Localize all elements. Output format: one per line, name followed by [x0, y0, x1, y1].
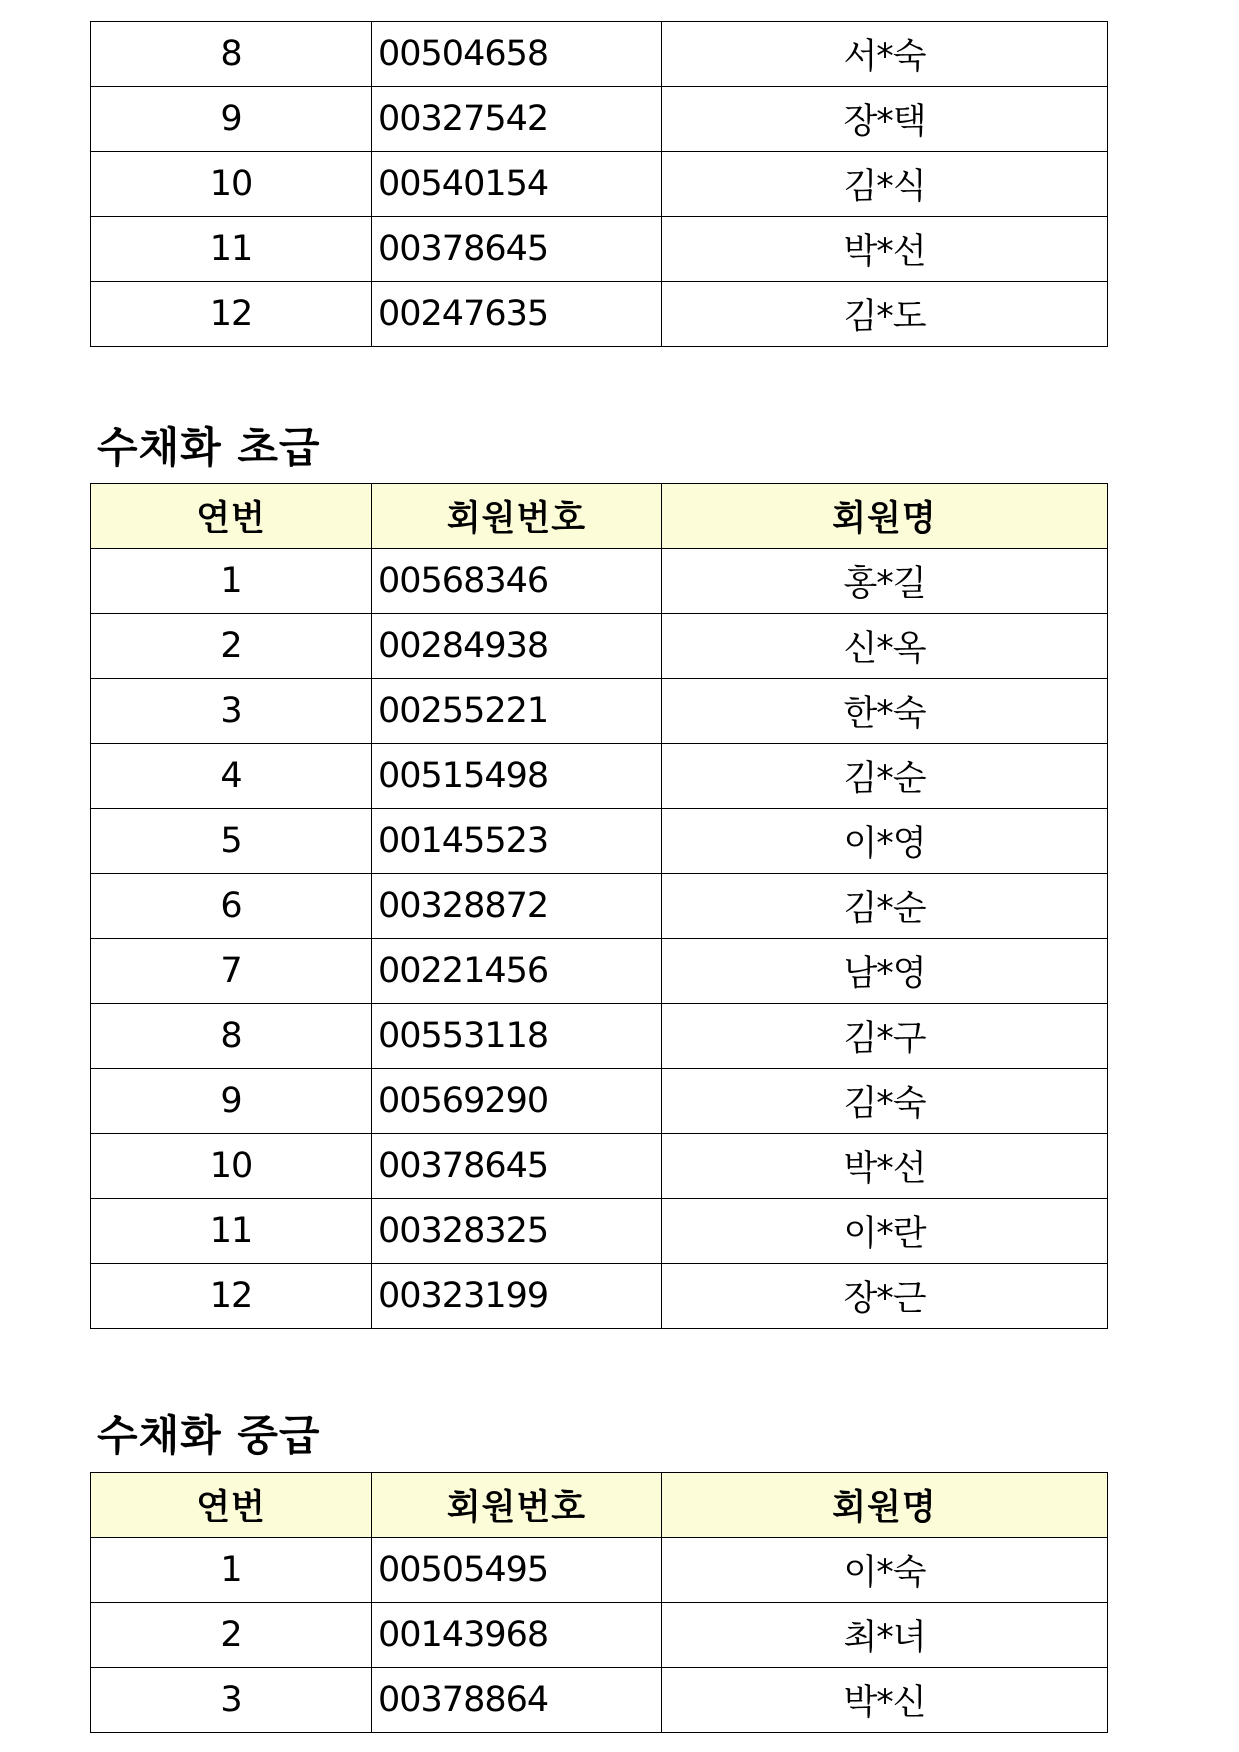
member-id: 00143968 — [372, 1603, 662, 1668]
table-row — [91, 87, 1108, 152]
table-row — [91, 744, 1108, 809]
member-name: 박*선 — [662, 217, 1108, 282]
member-id: 00553118 — [372, 1004, 662, 1069]
header-member-name: 회원명 — [662, 1473, 1108, 1538]
table-header — [91, 1473, 1108, 1538]
row-number: 3 — [91, 679, 372, 744]
member-name: 장*근 — [662, 1264, 1108, 1329]
table-row — [91, 152, 1108, 217]
table-row — [91, 22, 1108, 87]
table-row — [91, 809, 1108, 874]
row-number: 12 — [91, 282, 372, 347]
row-number: 5 — [91, 809, 372, 874]
member-id: 00145523 — [372, 809, 662, 874]
member-name: 이*숙 — [662, 1538, 1108, 1603]
table-body — [91, 1538, 1108, 1733]
header-no: 연번 — [91, 484, 372, 549]
row-number: 9 — [91, 1069, 372, 1134]
header-member-id: 회원번호 — [372, 484, 662, 549]
table-header — [91, 484, 1108, 549]
header-member-id: 회원번호 — [372, 1473, 662, 1538]
table-row — [91, 282, 1108, 347]
member-id: 00328872 — [372, 874, 662, 939]
member-name: 김*순 — [662, 874, 1108, 939]
member-name: 김*순 — [662, 744, 1108, 809]
table-row — [91, 1668, 1108, 1733]
member-name: 이*란 — [662, 1199, 1108, 1264]
table-row — [91, 1264, 1108, 1329]
member-name: 최*녀 — [662, 1603, 1108, 1668]
section-title-intermediate: 수채화 중급 — [97, 1411, 321, 1460]
member-id: 00255221 — [372, 679, 662, 744]
intermediate-member-table — [90, 1472, 1108, 1733]
row-number: 3 — [91, 1668, 372, 1733]
row-number: 8 — [91, 22, 372, 87]
previous-member-table — [90, 21, 1108, 347]
row-number: 10 — [91, 1134, 372, 1199]
member-name: 김*식 — [662, 152, 1108, 217]
row-number: 1 — [91, 1538, 372, 1603]
member-id: 00378864 — [372, 1668, 662, 1733]
table-row — [91, 549, 1108, 614]
member-name: 김*도 — [662, 282, 1108, 347]
member-name: 신*옥 — [662, 614, 1108, 679]
row-number: 2 — [91, 1603, 372, 1668]
header-member-name: 회원명 — [662, 484, 1108, 549]
member-id: 00505495 — [372, 1538, 662, 1603]
table-row — [91, 1538, 1108, 1603]
member-name: 장*택 — [662, 87, 1108, 152]
member-name: 박*선 — [662, 1134, 1108, 1199]
member-name: 이*영 — [662, 809, 1108, 874]
member-name: 김*숙 — [662, 1069, 1108, 1134]
member-id: 00284938 — [372, 614, 662, 679]
member-name: 남*영 — [662, 939, 1108, 1004]
row-number: 8 — [91, 1004, 372, 1069]
member-id: 00247635 — [372, 282, 662, 347]
table-body — [91, 549, 1108, 1329]
table-row — [91, 614, 1108, 679]
table-row — [91, 1199, 1108, 1264]
member-id: 00569290 — [372, 1069, 662, 1134]
table-row — [91, 1069, 1108, 1134]
table-body — [91, 22, 1108, 347]
member-name: 한*숙 — [662, 679, 1108, 744]
member-name: 서*숙 — [662, 22, 1108, 87]
row-number: 10 — [91, 152, 372, 217]
member-id: 00327542 — [372, 87, 662, 152]
row-number: 11 — [91, 1199, 372, 1264]
header-row — [91, 1473, 1108, 1538]
row-number: 9 — [91, 87, 372, 152]
table-row — [91, 1004, 1108, 1069]
member-name: 박*신 — [662, 1668, 1108, 1733]
member-id: 00540154 — [372, 152, 662, 217]
member-id: 00568346 — [372, 549, 662, 614]
table-row — [91, 217, 1108, 282]
header-no: 연번 — [91, 1473, 372, 1538]
row-number: 11 — [91, 217, 372, 282]
member-id: 00378645 — [372, 217, 662, 282]
member-id: 00323199 — [372, 1264, 662, 1329]
member-id: 00221456 — [372, 939, 662, 1004]
table-row — [91, 1134, 1108, 1199]
table-row — [91, 1603, 1108, 1668]
row-number: 2 — [91, 614, 372, 679]
row-number: 6 — [91, 874, 372, 939]
member-id: 00504658 — [372, 22, 662, 87]
table-row — [91, 874, 1108, 939]
table-row — [91, 939, 1108, 1004]
member-id: 00515498 — [372, 744, 662, 809]
member-name: 김*구 — [662, 1004, 1108, 1069]
row-number: 4 — [91, 744, 372, 809]
member-id: 00378645 — [372, 1134, 662, 1199]
row-number: 7 — [91, 939, 372, 1004]
member-id: 00328325 — [372, 1199, 662, 1264]
section-title-beginner: 수채화 초급 — [97, 423, 321, 472]
table-row — [91, 679, 1108, 744]
member-name: 홍*길 — [662, 549, 1108, 614]
header-row — [91, 484, 1108, 549]
row-number: 12 — [91, 1264, 372, 1329]
beginner-member-table — [90, 483, 1108, 1329]
row-number: 1 — [91, 549, 372, 614]
